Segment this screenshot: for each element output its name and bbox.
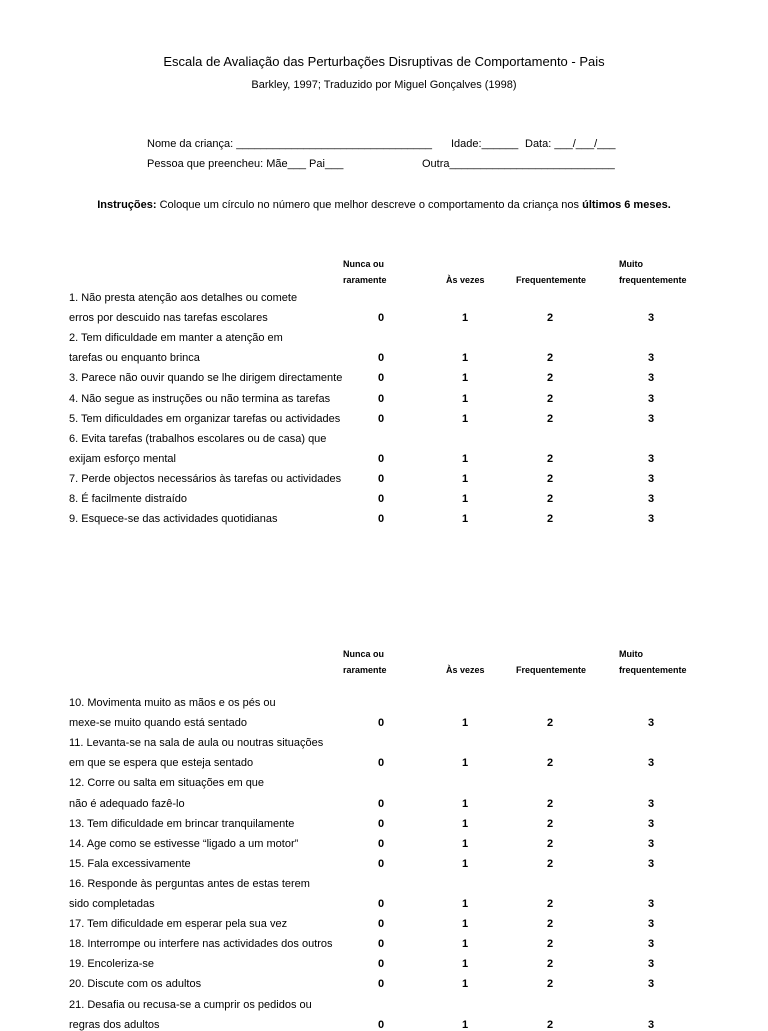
section2-item-12-text: regras dos adultos <box>69 1018 160 1031</box>
section2-item-1-text: mexe-se muito quando está sentado <box>69 717 247 730</box>
section2-item-10-score-1: 1 <box>461 958 469 971</box>
section1-item-7-score-1: 1 <box>461 472 469 485</box>
section1-item-9-text: 9. Esquece-se das actividades quotidianas <box>69 513 278 526</box>
section1-item-6-score-1: 1 <box>461 452 469 465</box>
section1-item-2-text: 2. Tem dificuldade em manter a atenção em <box>69 332 283 345</box>
section1-item-7-score-3: 3 <box>647 472 655 485</box>
section2-item-3-score-0: 0 <box>377 797 385 810</box>
section2-item-1-score-1: 1 <box>461 717 469 730</box>
section2-item-7-score-0: 0 <box>377 898 385 910</box>
section2-item-6-score-1: 1 <box>461 857 469 870</box>
section1-col-never-line2: raramente <box>343 275 387 285</box>
section2-item-2-score-1: 1 <box>461 757 469 770</box>
section2-item-9-score-1: 1 <box>461 938 469 951</box>
section2-item-2-score-3: 3 <box>647 757 655 770</box>
section2-item-2-score-2: 2 <box>546 757 554 770</box>
section1-item-4-score-0: 0 <box>377 392 385 405</box>
section2-item-7-text: 16. Responde às perguntas antes de estas terem <box>69 877 310 890</box>
section2-item-10-text: 19. Encoleriza-se <box>69 958 154 971</box>
section2-item-9-score-3: 3 <box>647 938 655 951</box>
section1-col-sometimes: Às vezes <box>446 275 485 285</box>
section2-item-11-text: 20. Discute com os adultos <box>69 978 202 991</box>
section1-item-7-score-2: 2 <box>546 472 554 485</box>
section2-item-9-score-0: 0 <box>377 938 385 951</box>
section1-item-8-score-0: 0 <box>377 493 385 505</box>
section2-item-2-text: 11. Levanta-se na sala de aula ou noutras situações <box>69 737 324 750</box>
instructions-label: Instruções: <box>97 199 157 211</box>
section2-item-6-score-0: 0 <box>377 857 385 870</box>
section2-item-12-score-2: 2 <box>546 1018 554 1031</box>
section2-item-11-score-2: 2 <box>546 978 554 991</box>
section2-item-1-score-3: 3 <box>647 717 655 730</box>
section2-item-10-score-2: 2 <box>546 958 554 971</box>
section1-item-8-score-2: 2 <box>546 493 554 505</box>
section2-item-5-score-2: 2 <box>546 837 554 850</box>
section1-item-3-score-3: 3 <box>647 372 655 385</box>
section1-item-1-score-1: 1 <box>461 312 469 325</box>
section1-item-5-score-0: 0 <box>377 412 385 425</box>
section2-col-never-line1: Nunca ou <box>343 649 385 659</box>
instructions-text: Coloque um círculo no número que melhor descreve o comportamento da criança nos <box>156 199 583 211</box>
section2-item-8-score-2: 2 <box>546 918 554 931</box>
section1-item-5-score-2: 2 <box>546 412 554 425</box>
other-field: Outra___________________________ <box>422 158 615 170</box>
section2-item-5-score-1: 1 <box>461 837 469 850</box>
instructions <box>0 199 768 211</box>
section2-item-3-score-1: 1 <box>461 797 469 810</box>
section1-item-9-score-2: 2 <box>546 513 554 526</box>
section1-item-8-score-3: 3 <box>647 493 655 505</box>
section1-item-6-text: 6. Evita tarefas (trabalhos escolares ou de casa) que <box>69 432 327 445</box>
section1-item-4-text: 4. Não segue as instruções ou não termina as tarefas <box>69 392 331 405</box>
section1-item-5-score-1: 1 <box>461 412 469 425</box>
section1-item-3-score-1: 1 <box>461 372 469 385</box>
section1-item-3-text: 3. Parece não ouvir quando se lhe dirigem directamente <box>69 372 343 385</box>
section2-item-3-score-3: 3 <box>647 797 655 810</box>
section2-item-1-text: 10. Movimenta muito as mãos e os pés ou <box>69 697 276 709</box>
section2-item-7-text: sido completadas <box>69 898 155 910</box>
section2-item-5-score-3: 3 <box>647 837 655 850</box>
section2-item-9-text: 18. Interrompe ou interfere nas actividades dos outros <box>69 938 333 951</box>
section2-item-12-text: 21. Desafia ou recusa-se a cumprir os pedidos ou <box>69 998 312 1011</box>
section1-item-8-score-1: 1 <box>461 493 469 505</box>
section2-item-5-text: 14. Age como se estivesse “ligado a um motor” <box>69 837 299 850</box>
section1-item-2-score-3: 3 <box>647 352 655 365</box>
section2-item-6-score-2: 2 <box>546 857 554 870</box>
section2-item-10-score-0: 0 <box>377 958 385 971</box>
section2-item-11-score-0: 0 <box>377 978 385 991</box>
section2-item-3-score-2: 2 <box>546 797 554 810</box>
section2-item-11-score-1: 1 <box>461 978 469 991</box>
section2-item-6-text: 15. Fala excessivamente <box>69 857 191 870</box>
section2-item-6-score-3: 3 <box>647 857 655 870</box>
section1-item-8-text: 8. É facilmente distraído <box>69 493 188 505</box>
section2-item-5-score-0: 0 <box>377 837 385 850</box>
filler-field: Pessoa que preencheu: Mãe___ Pai___ <box>147 158 344 170</box>
section1-col-very-often-line2: frequentemente <box>619 275 687 285</box>
age-field: Idade:______ <box>451 138 519 150</box>
section1-item-9-score-1: 1 <box>461 513 469 526</box>
section1-item-1-text: 1. Não presta atenção aos detalhes ou comete <box>69 292 298 304</box>
section2-item-1-score-0: 0 <box>377 717 385 730</box>
section2-item-4-text: 13. Tem dificuldade em brincar tranquilamente <box>69 817 295 830</box>
section1-item-1-text: erros por descuido nas tarefas escolares <box>69 312 268 325</box>
section2-item-8-text: 17. Tem dificuldade em esperar pela sua vez <box>69 918 288 931</box>
section1-item-1-score-0: 0 <box>377 312 385 325</box>
section1-item-6-score-0: 0 <box>377 452 385 465</box>
section2-col-often: Frequentemente <box>516 665 587 675</box>
section1-col-often: Frequentemente <box>516 275 587 285</box>
section1-item-4-score-1: 1 <box>461 392 469 405</box>
section2-item-4-score-1: 1 <box>461 817 469 830</box>
section2-item-7-score-3: 3 <box>647 898 655 910</box>
section1-item-1-score-3: 3 <box>647 312 655 325</box>
section2-item-8-score-1: 1 <box>461 918 469 931</box>
child-name-field: Nome da criança: ________________________________ <box>147 138 433 150</box>
section2-item-3-text: não é adequado fazê-lo <box>69 797 185 810</box>
section1-item-2-text: tarefas ou enquanto brinca <box>69 352 200 365</box>
section2-item-11-score-3: 3 <box>647 978 655 991</box>
instructions-emphasis: últimos 6 meses. <box>582 199 671 211</box>
section1-item-7-score-0: 0 <box>377 472 385 485</box>
section2-item-2-text: em que se espera que esteja sentado <box>69 757 254 770</box>
section1-item-2-score-1: 1 <box>461 352 469 365</box>
section1-item-1-score-2: 2 <box>546 312 554 325</box>
section1-item-7-text: 7. Perde objectos necessários às tarefas ou actividades <box>69 472 342 485</box>
section1-item-6-text: exijam esforço mental <box>69 452 176 465</box>
section2-item-8-score-0: 0 <box>377 918 385 931</box>
section1-item-9-score-3: 3 <box>647 513 655 526</box>
section2-item-7-score-1: 1 <box>461 898 469 910</box>
section2-item-7-score-2: 2 <box>546 898 554 910</box>
section2-item-2-score-0: 0 <box>377 757 385 770</box>
section2-col-sometimes: Às vezes <box>446 665 485 675</box>
section2-item-4-score-2: 2 <box>546 817 554 830</box>
section2-item-4-score-3: 3 <box>647 817 655 830</box>
section2-item-4-score-0: 0 <box>377 817 385 830</box>
section2-item-3-text: 12. Corre ou salta em situações em que <box>69 777 265 790</box>
section1-item-6-score-2: 2 <box>546 452 554 465</box>
section2-item-12-score-3: 3 <box>647 1018 655 1031</box>
section1-item-3-score-0: 0 <box>377 372 385 385</box>
section2-col-very-often-line1: Muito <box>619 649 643 659</box>
section1-item-4-score-3: 3 <box>647 392 655 405</box>
section2-item-12-score-0: 0 <box>377 1018 385 1031</box>
section1-item-5-text: 5. Tem dificuldades em organizar tarefas ou actividades <box>69 412 341 425</box>
section1-item-6-score-3: 3 <box>647 452 655 465</box>
document-subtitle: Barkley, 1997; Traduzido por Miguel Gonçalves (1998) <box>251 79 517 91</box>
date-field: Data: ___/___/___ <box>525 138 616 150</box>
section1-item-9-score-0: 0 <box>377 513 385 526</box>
section1-item-2-score-2: 2 <box>546 352 554 365</box>
section2-col-very-often-line2: frequentemente <box>619 665 687 675</box>
section1-item-2-score-0: 0 <box>377 352 385 365</box>
section2-col-never-line2: raramente <box>343 665 387 675</box>
section2-item-8-score-3: 3 <box>647 918 655 931</box>
section2-item-12-score-1: 1 <box>461 1018 469 1031</box>
section1-item-5-score-3: 3 <box>647 412 655 425</box>
section1-item-3-score-2: 2 <box>546 372 554 385</box>
section2-item-1-score-2: 2 <box>546 717 554 730</box>
document-title: Escala de Avaliação das Perturbações Disruptivas de Comportamento - Pais <box>163 54 605 69</box>
section1-col-never-line1: Nunca ou <box>343 259 385 269</box>
section2-item-10-score-3: 3 <box>647 958 655 971</box>
section1-col-very-often-line1: Muito <box>619 259 643 269</box>
section1-item-4-score-2: 2 <box>546 392 554 405</box>
section2-item-9-score-2: 2 <box>546 938 554 951</box>
